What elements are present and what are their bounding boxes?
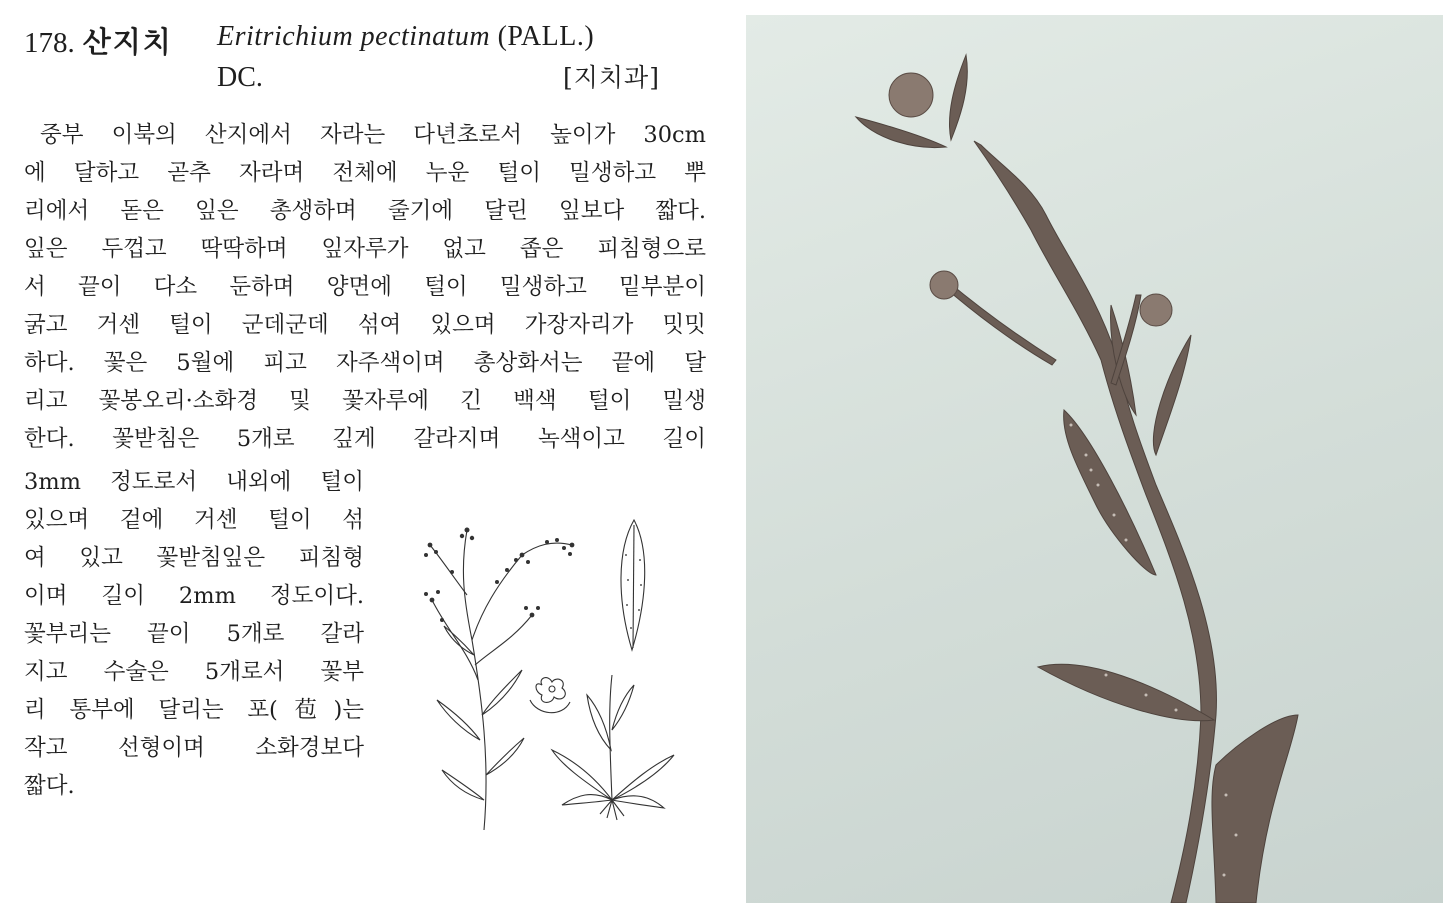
description-line: 한다. 꽃받침은 5개로 깊게 갈라지며 녹색이고 길이: [24, 426, 706, 452]
botanical-illustration: [412, 500, 702, 845]
description-line: 꽃부리는 끝이 5개로 갈라: [24, 621, 364, 647]
description-line: 리고 꽃봉오리·소화경 및 꽃자루에 긴 백색 털이 밀생: [24, 388, 706, 414]
description-line: 리 통부에 달리는 포(苞)는: [24, 697, 364, 723]
author-abbrev: (PALL.): [497, 21, 595, 52]
description-line: 하다. 꽃은 5월에 피고 자주색이며 총상화서는 끝에 달: [24, 350, 706, 376]
description-line: 리에서 돋은 잎은 총생하며 줄기에 달린 잎보다 짧다.: [24, 198, 706, 224]
specimen-photo: [746, 15, 1443, 903]
description-line: 3mm 정도로서 내외에 털이: [24, 469, 364, 495]
author-dc: DC.: [217, 62, 263, 93]
family-name: [지치과]: [563, 63, 660, 92]
description-line: 굵고 거센 털이 군데군데 섞여 있으며 가장자리가 밋밋: [24, 312, 706, 338]
specimen-flower-head: [889, 73, 933, 117]
specimen-flower-head: [930, 271, 958, 299]
description-line: 있으며 겉에 거센 털이 섞: [24, 507, 364, 533]
description-line: 서 끝이 다소 둔하며 양면에 털이 밀생하고 밑부분이: [24, 274, 706, 300]
specimen-leaf: [1064, 410, 1156, 575]
entry-number: 178.: [24, 27, 75, 59]
entry-heading: [24, 20, 173, 64]
specimen-leaf: [1038, 664, 1214, 720]
specimen-flower-head: [1140, 294, 1172, 326]
description-line: 짧다.: [24, 773, 75, 799]
description-line: 이며 길이 2mm 정도이다.: [24, 583, 364, 609]
description-line: 잎은 두껍고 딱딱하며 잎자루가 없고 좁은 피침형으로: [24, 236, 706, 262]
description-line: 작고 선형이며 소화경보다: [24, 735, 364, 761]
description-line: 여 있고 꽃받침잎은 피침형: [24, 545, 364, 571]
illustration-stem: [463, 530, 486, 830]
description-line: 지고 수술은 5개로서 꽃부: [24, 659, 364, 685]
specimen-leaf: [1153, 335, 1191, 455]
illustration-rosette: [552, 675, 674, 820]
specimen-stem: [974, 141, 1216, 903]
illustration-flower: [530, 678, 570, 713]
specimen-leaf: [949, 55, 967, 140]
scientific-name-line: [217, 21, 594, 53]
description-line: 중부 이북의 산지에서 자라는 다년초로서 높이가 30cm: [40, 122, 706, 148]
description-line: 에 달하고 곧추 자라며 전체에 누운 털이 밀생하고 뿌: [24, 160, 706, 186]
specimen-leaf: [856, 117, 946, 148]
korean-name: 산지치: [82, 25, 173, 59]
pressed-plant-specimen: [746, 15, 1443, 903]
scientific-name: Eritrichium pectinatum: [217, 21, 491, 52]
